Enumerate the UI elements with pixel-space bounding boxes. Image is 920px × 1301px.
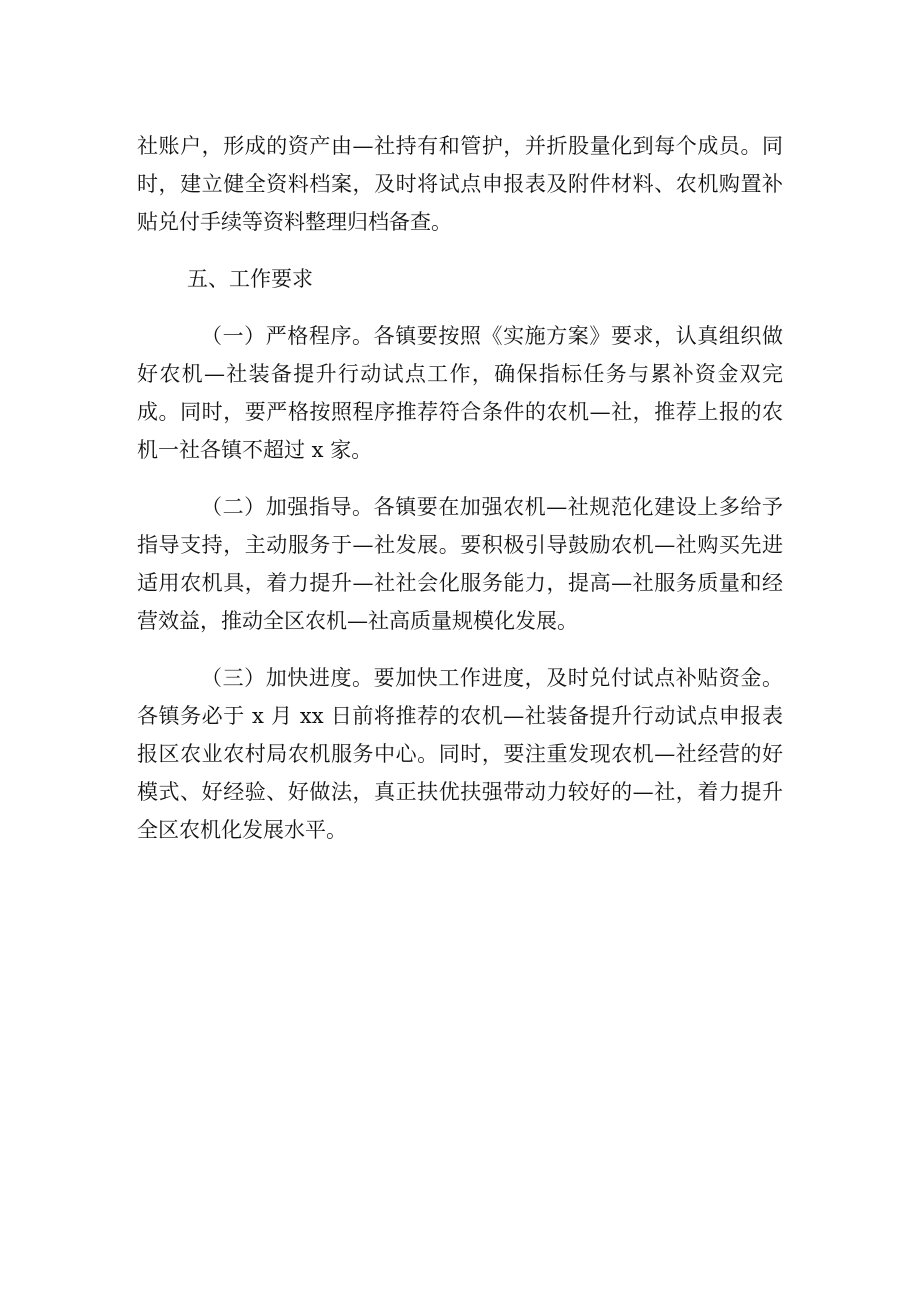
paragraph-strengthen-guidance: （二）加强指导。各镇要在加强农机—社规范化建设上多给予指导支持，主动服务于—社发展。要积极引导鼓励农机—社购买先进适用农机具，着力提升—社社会化服务能力，提高—社服务质量和经营效益，推动全区农机—社高质量规模化发展。 [137, 495, 783, 633]
section-heading-work-requirements: 五、工作要求 [187, 267, 313, 291]
document-body [137, 127, 783, 868]
paragraph-assets-archive: 社账户，形成的资产由—社持有和管护，并折股量化到每个成员。同时，建立健全资料档案，及时将试点申报表及附件材料、农机购置补贴兑付手续等资料整理归档备查。 [137, 134, 783, 234]
paragraph-strict-procedure: （一）严格程序。各镇要按照《实施方案》要求，认真组织做好农机—社装备提升行动试点工作，确保指标任务与累补资金双完成。同时，要严格按照程序推荐符合条件的农机—社，推荐上报的农机一社各镇不超过 x 家。 [137, 324, 783, 462]
paragraph-speed-up-progress: （三）加快进度。要加快工作进度，及时兑付试点补贴资金。各镇务必于 x 月 xx 日前将推荐的农机—社装备提升行动试点申报表报区农业农村局农机服务中心。同时，要注重发现农机—社经营的好模式、好经验、好做法，真正扶优扶强带动力较好的—社，着力提升全区农机化发展水平。 [137, 666, 783, 842]
